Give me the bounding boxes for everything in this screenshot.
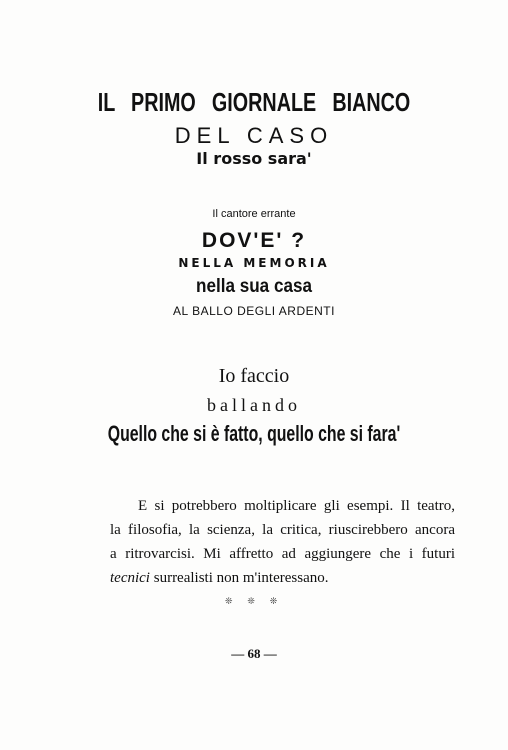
- headline-title: IL PRIMO GIORNALE BIANCO: [97, 87, 411, 117]
- headline-subtitle: DEL CASO: [174, 123, 334, 148]
- paragraph-line: a ritrovarcisi. Mi affretto ad aggiungere che i futuri: [110, 546, 455, 562]
- paragraph-line: la filosofia, la scienza, la critica, riuscirebbero ancora: [110, 522, 455, 538]
- casa-line: nella sua casa: [196, 276, 312, 297]
- italic-word: tecnici: [110, 570, 150, 586]
- ballo-line: AL BALLO DEGLI ARDENTI: [173, 304, 335, 318]
- page-number: — 68 —: [231, 646, 277, 661]
- body-paragraph: [110, 494, 455, 590]
- dove-heading: DOV'E' ?: [201, 229, 307, 252]
- verse-line-2: ballando: [207, 395, 301, 415]
- paragraph-line-rest: surrealisti non m'interessano.: [149, 570, 329, 586]
- paragraph-line: E si potrebbero moltiplicare gli esempi. Il teatro,: [138, 498, 455, 514]
- ornament-asterisms: ❊ ❊ ❊: [224, 597, 284, 607]
- verse-line-1: Io faccio: [218, 365, 290, 387]
- memoria-line: NELLA MEMORIA: [178, 256, 330, 270]
- paragraph-line: [110, 566, 455, 590]
- verse-line-3: Quello che si è fatto, quello che si fara': [107, 421, 401, 446]
- headline-tagline: Il rosso sara': [196, 149, 312, 168]
- cantore-line: Il cantore errante: [212, 208, 296, 220]
